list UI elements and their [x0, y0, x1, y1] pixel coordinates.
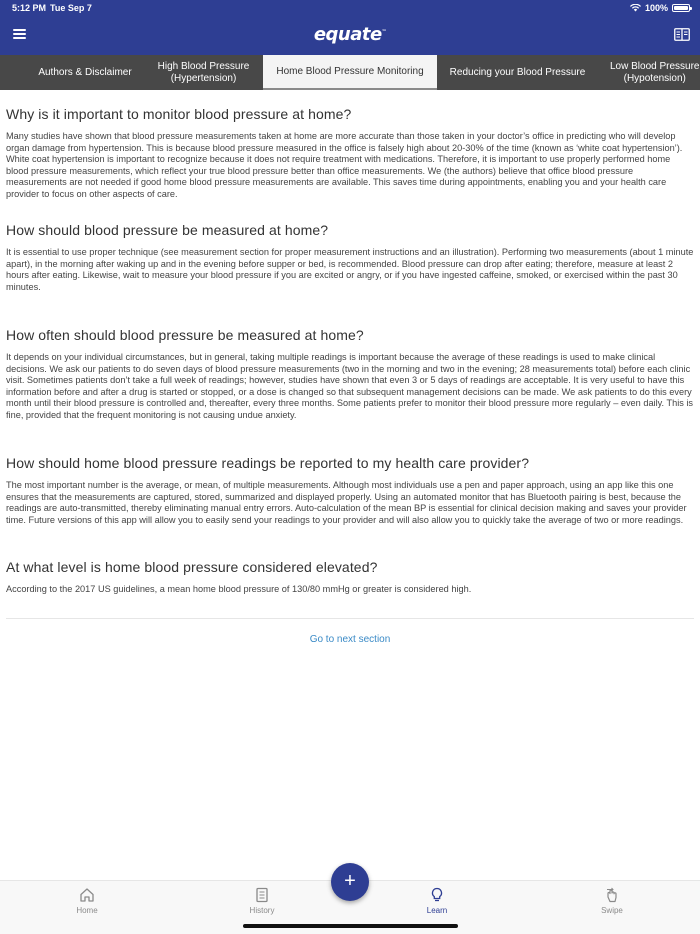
history-icon	[254, 887, 270, 903]
lightbulb-icon	[429, 887, 445, 903]
section-how-measure	[6, 222, 694, 293]
add-reading-button[interactable]: +	[331, 863, 369, 901]
tab-home-bp-monitoring[interactable]: Home Blood Pressure Monitoring	[263, 55, 437, 90]
section-heading: How should blood pressure be measured at home?	[6, 222, 329, 238]
section-reporting	[6, 455, 694, 526]
section-body: The most important number is the average, or mean, of multiple measurements. Although most individuals use a pen and paper approach, using an app like this one ensures that the measurements are captured, stored, summarized and displayed properly. Using an automated monitor that has Bluetooth pairing is best, because the readings are auto-transmitted, thereby eliminating manual entry errors. Auto-calculation of the mean BP is essential for clinical decision making and saves your provider time. Future versions of this app will allow you to easily send your readings to your provider and will also allow you to quickly take the average of two or more readings.	[6, 480, 687, 525]
nav-swipe[interactable]	[582, 887, 642, 915]
status-date: Tue Sep 7	[50, 3, 92, 13]
tab-high-blood-pressure[interactable]: High Blood Pressure (Hypertension)	[157, 60, 250, 84]
content-divider	[6, 618, 694, 619]
section-tabs	[0, 55, 700, 90]
section-why-monitor	[6, 106, 694, 201]
section-body: Many studies have shown that blood pressure measurements taken at home are more accurate than those taken in your doctor’s office in predicting who will develop organ damage from hypertension. This is because blood pressure measured in the office is falsely high about 20-30% of the time (known as ‘white coat hypertension’). White coat hypertension is important to recognize because it does not require treatment with medications. Therefore, it is important to use properly performed home blood pressure measurements, which reflect your true blood pressure better than office measurements. We (the authors) believe that office blood pressure measurements are not needed if good home blood pressure measurements are available. This saves time during appointments, enabling you and your health care provider to focus on other aspects of care.	[6, 131, 683, 199]
nav-label: Home	[76, 906, 98, 915]
nav-label: Learn	[426, 906, 448, 915]
nav-history[interactable]	[232, 887, 292, 915]
swipe-hand-icon	[604, 887, 620, 903]
equate-logo: equate™	[313, 24, 387, 45]
section-how-often	[6, 327, 694, 422]
battery-icon	[672, 4, 690, 12]
section-heading: At what level is home blood pressure considered elevated?	[6, 559, 378, 575]
section-heading: How often should blood pressure be measured at home?	[6, 327, 364, 343]
book-icon[interactable]	[674, 28, 690, 41]
home-indicator	[243, 924, 458, 928]
nav-label: Swipe	[601, 906, 623, 915]
nav-home[interactable]	[57, 887, 117, 915]
nav-label: History	[249, 906, 275, 915]
section-heading: Why is it important to monitor blood pressure at home?	[6, 106, 352, 122]
section-body: It is essential to use proper technique (see measurement section for proper measurement instructions and an illustration). Performing two measurements (about 1 minute apart), in the morning after waking up and in the evening before supper or bed, is recommended. Blood pressure can drop after eating; therefore, measure at least 2 hours after eating. Likewise, wait to measure your blood pressure if you are excited or angry, or if you have ingested caffeine, smoked, or exercised within the past 30 minutes.	[6, 247, 694, 292]
status-time: 5:12 PM	[12, 3, 47, 13]
battery-percent: 100%	[644, 3, 668, 13]
section-heading: How should home blood pressure readings be reported to my health care provider?	[6, 455, 530, 471]
nav-learn[interactable]	[407, 887, 467, 915]
tab-authors-disclaimer[interactable]: Authors & Disclaimer	[38, 66, 132, 78]
section-body: It depends on your individual circumstances, but in general, taking multiple readings is important because the average of these readings is used to make clinical decisions. We ask our patients to do seven days of blood pressure measurements (two in the morning and two in the evening; 28 measurements total) before each clinic visit. Sometimes patients don’t take a full week of readings; however, studies have shown that even 3 or 5 days of readings are acceptable. It is very useful to have this information before and after a drug is started or stopped, or a dose is changed so that subsequent management decisions can be made. We ask patients to do this every month until their blood pressure is controlled and, thereafter, every three months. Some patients prefer to monitor their blood pressure more regularly – even daily. This is fine, provided that the frequent monitoring is not causing undue anxiety.	[6, 352, 694, 420]
app-header	[0, 0, 700, 55]
next-section-link[interactable]: Go to next section	[309, 634, 391, 645]
tab-low-blood-pressure[interactable]: Low Blood Pressure (Hypotension)	[610, 60, 700, 84]
battery-level	[674, 6, 688, 10]
section-body: According to the 2017 US guidelines, a mean home blood pressure of 130/80 mmHg or greater is considered high.	[6, 584, 472, 594]
home-icon	[79, 887, 95, 903]
wifi-icon	[630, 4, 641, 12]
tab-reducing-bp[interactable]: Reducing your Blood Pressure	[449, 66, 586, 78]
section-elevated-level	[6, 559, 694, 596]
status-indicators	[630, 3, 690, 13]
